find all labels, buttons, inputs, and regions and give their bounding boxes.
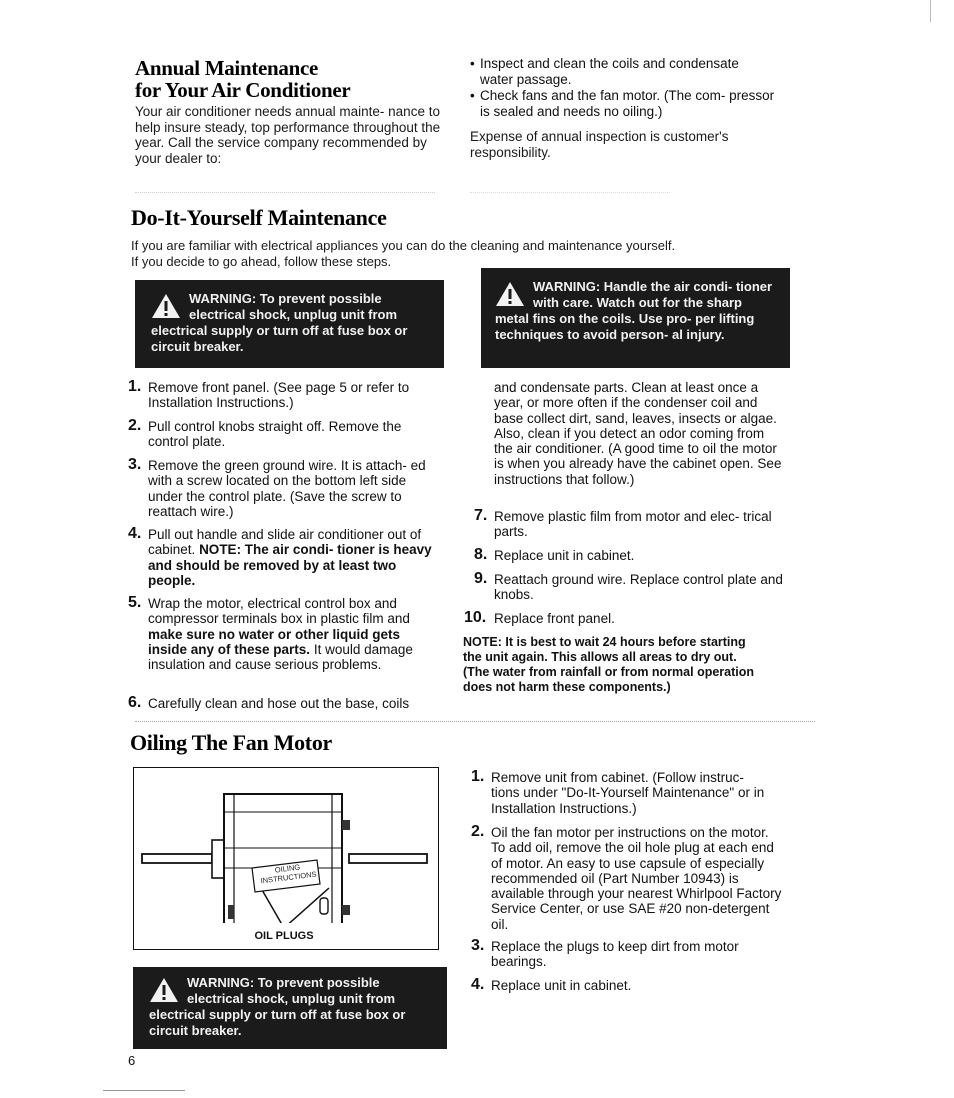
- step-number: 5.: [128, 594, 142, 611]
- annual-bullet-1: • Inspect and clean the coils and condensate water passage.: [470, 56, 775, 87]
- figure-caption: OIL PLUGS: [254, 930, 314, 942]
- fan-motor-illustration: [134, 768, 437, 923]
- diy-warning-left-text: WARNING: To prevent possible electrical shock, unplug unit from electrical supply or turn off at fuse box or circuit breaker.: [151, 291, 408, 354]
- diy-step-6-continued: and condensate parts. Clean at least once a year, or more often if the condenser coil and base collect dirt, sand, leaves, insects or algae. Also, clean if you detect an odor coming from the air conditioner. (A good time to oil the motor is when you already have the cabinet open. See instructions that follow.): [494, 380, 782, 487]
- step-number: 9.: [474, 570, 488, 587]
- footer-rule: [103, 1090, 185, 1091]
- oiling-warning-text: WARNING: To prevent possible electrical shock, unplug unit from electrical supply or turn off at fuse box or circuit breaker.: [149, 975, 406, 1038]
- annual-title: [135, 57, 455, 101]
- diy-intro-line2: If you decide to go ahead, follow these steps.: [131, 254, 392, 269]
- diy-warning-right-text: WARNING: Handle the air condi- tioner with care. Watch out for the sharp metal fins on the coils. Use pro- per lifting techniques to avoid person- al injury.: [495, 279, 773, 342]
- step-number: 2.: [128, 417, 142, 434]
- step-number: 4.: [471, 976, 485, 993]
- oiling-title: Oiling The Fan Motor: [130, 730, 332, 755]
- diy-step-6: [128, 694, 443, 711]
- diy-step-8: [474, 546, 779, 563]
- step-number: 1.: [471, 768, 485, 785]
- annual-title-line1: Annual Maintenance: [135, 56, 319, 80]
- annual-bullets: [470, 56, 775, 120]
- diy-step-7: [474, 507, 779, 540]
- step-note: NOTE: The air condi- tioner is heavy and should be removed by at least two people.: [148, 542, 432, 588]
- step-number: 3.: [128, 456, 142, 473]
- warning-triangle-icon: [149, 977, 179, 1003]
- step-text: Reattach ground wire. Replace control plate and knobs.: [494, 572, 783, 603]
- oiling-step-1: [471, 768, 776, 816]
- step-text: Oil the fan motor per instructions on the motor. To add oil, remove the oil hole plug at each end of motor. An easy to use capsule of especially recommended oil (Part Number 10943) is available through your nearest Whirlpool Factory Service Center, or use SAE #20 non-detergent oil.: [491, 825, 782, 932]
- diy-title: Do-It-Yourself Maintenance: [131, 205, 387, 230]
- step-number: 3.: [471, 937, 485, 954]
- diy-note: NOTE: It is best to wait 24 hours before starting the unit again. This allows all areas to dry out. (The water from rainfall or from normal operation does not harm these components.): [463, 635, 755, 694]
- step-emphasis: make sure no water or other liquid gets inside any of these parts.: [148, 626, 401, 657]
- annual-expense: Expense of annual inspection is customer's responsibility.: [470, 129, 729, 160]
- step-text: Pull out handle and slide air conditioner out of cabinet.: [148, 527, 422, 558]
- step-number: 7.: [474, 507, 488, 524]
- diy-step-10: [464, 609, 779, 626]
- oiling-step-3: [471, 937, 776, 970]
- diy-step-9: [474, 570, 789, 603]
- motor-figure: [133, 767, 439, 950]
- step-number: 8.: [474, 546, 488, 563]
- oiling-step-2: [471, 823, 783, 932]
- step-text: Carefully clean and hose out the base, coils: [148, 696, 410, 711]
- step-text: Wrap the motor, electrical control box and compressor terminals box in plastic film and: [148, 596, 410, 627]
- figure-oiling-label: OILING INSTRUCTIONS: [260, 862, 318, 886]
- step-number: 4.: [128, 525, 142, 542]
- warning-triangle-icon: [151, 293, 181, 319]
- annual-title-line2: for Your Air Conditioner: [135, 78, 351, 102]
- divider-top-right: [470, 192, 670, 194]
- step-text: Pull control knobs straight off. Remove the control plate.: [148, 419, 402, 450]
- divider-middle: [135, 721, 815, 723]
- diy-step-1: [128, 378, 433, 411]
- diy-step-5: [128, 594, 433, 673]
- annual-intro: Your air conditioner needs annual mainte- nance to help insure steady, top performance throughout the year. Call the service company recommended by your dealer to:: [135, 104, 441, 166]
- margin-mark: [930, 0, 931, 22]
- step-number: 6.: [128, 694, 142, 711]
- step-text: Remove plastic film from motor and elec- trical parts.: [494, 509, 772, 540]
- divider-top: [135, 192, 435, 194]
- diy-warning-right: [481, 268, 790, 368]
- diy-step-4: [128, 525, 433, 588]
- step-text-cont: It would damage insulation and cause serious problems.: [148, 641, 413, 673]
- step-text: Replace the plugs to keep dirt from motor bearings.: [491, 939, 739, 970]
- diy-step-3: [128, 456, 433, 519]
- step-text: Remove front panel. (See page 5 or refer to Installation Instructions.): [148, 380, 410, 411]
- warning-triangle-icon: [495, 281, 525, 307]
- page-number: 6: [128, 1053, 136, 1068]
- step-text: Replace front panel.: [494, 611, 615, 626]
- oiling-step-4: [471, 976, 776, 993]
- diy-warning-left: [135, 280, 444, 368]
- step-number: 10.: [464, 609, 487, 626]
- step-text: Replace unit in cabinet.: [494, 548, 635, 563]
- oiling-warning: [133, 967, 447, 1049]
- step-text: Replace unit in cabinet.: [491, 978, 632, 993]
- diy-intro-line1: If you are familiar with electrical appliances you can do the cleaning and maintenance yourself.: [131, 238, 676, 253]
- step-text: Remove unit from cabinet. (Follow instruc- tions under "Do-It-Yourself Maintenance" or in Installation Instructions.): [491, 770, 765, 816]
- step-text: Remove the green ground wire. It is attach- ed with a screw located on the bottom left side under the control plate. (Save the screw to reattach wire.): [148, 458, 426, 519]
- annual-bullet-2: • Check fans and the fan motor. (The com- pressor is sealed and needs no oiling.): [470, 88, 775, 119]
- diy-step-2: [128, 417, 433, 450]
- step-number: 2.: [471, 823, 485, 840]
- step-number: 1.: [128, 378, 142, 395]
